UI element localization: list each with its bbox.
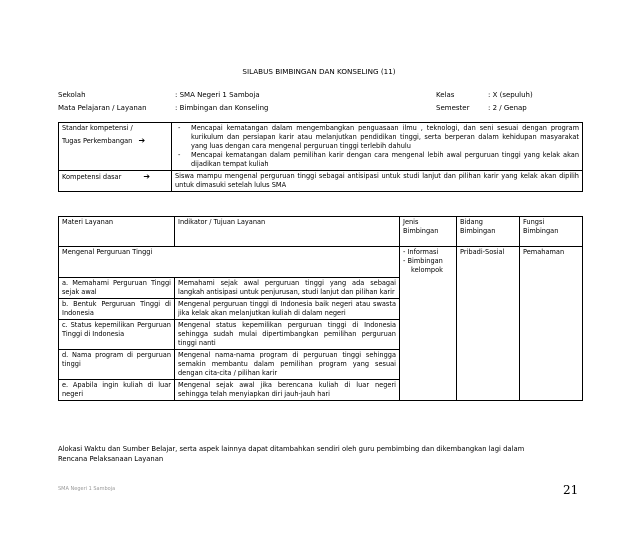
indikator-cell: Mengenal sejak awal jika berencana kuliah di luar negeri sehingga telah menyiapkan diri jauh-jauh hari — [175, 380, 400, 401]
mapel-label: Mata Pelajaran / Layanan — [58, 104, 147, 112]
footer-line1: Alokasi Waktu dan Sumber Belajar, serta aspek lainnya dapat ditambahkan sendiri oleh guru pembimbing dan dikembangkan lagi dalam — [58, 445, 525, 453]
kompetensi-label: Kompetensi dasar — [62, 173, 122, 181]
bidang-cell: Pribadi-Sosial — [457, 247, 520, 401]
standar-row — [59, 123, 583, 171]
standar-item — [178, 124, 579, 151]
header-fungsi — [520, 217, 583, 247]
header-jenis-line2: Bimbingan — [403, 227, 439, 235]
materi-cell: d. Nama program di perguruan tinggi — [59, 350, 175, 380]
header-bidang-line1: Bidang — [460, 218, 483, 226]
standar-label-line2-wrap — [62, 136, 168, 146]
footer-line2: Rencana Pelaksanaan Layanan — [58, 455, 164, 463]
header-jenis-line1: Jenis — [403, 218, 419, 226]
header-indikator: Indikator / Tujuan Layanan — [175, 217, 400, 247]
semester-label: Semester — [436, 104, 470, 112]
jenis-cell — [400, 247, 457, 401]
indikator-cell: Memahami sejak awal perguruan tinggi yang ada sebagai langkah antisipasi untuk penjurusan, studi lanjut dan pilihan karir — [175, 278, 400, 299]
dash-marker: - — [178, 151, 181, 159]
header-bidang-line2: Bimbingan — [460, 227, 496, 235]
standar-label-line1: Standar kompetensi / — [62, 124, 133, 132]
fungsi-cell: Pemahaman — [520, 247, 583, 401]
jenis-line: - Bimbingan — [403, 257, 443, 265]
kelas-value: : X (sepuluh) — [488, 91, 533, 99]
arrow-right-icon: ➔ — [138, 136, 146, 145]
header-materi: Materi Layanan — [59, 217, 175, 247]
standar-items-cell — [172, 123, 583, 171]
header-bidang — [457, 217, 520, 247]
kompetensi-text: Siswa mampu mengenal perguruan tinggi sebagai antisipasi untuk studi lanjut dan pilihan karir yang kelak akan dipilih untuk dimasuki setelah lulus SMA — [172, 171, 583, 192]
kelas-label: Kelas — [436, 91, 455, 99]
sekolah-value: : SMA Negeri 1 Samboja — [175, 91, 260, 99]
watermark: SMA Negeri 1 Samboja — [58, 486, 116, 492]
jenis-line: - Informasi — [403, 248, 439, 256]
standar-item — [178, 151, 579, 169]
page-number: 21 — [563, 483, 579, 497]
standar-label-cell — [59, 123, 172, 171]
materi-cell: e. Apabila ingin kuliah di luar negeri — [59, 380, 175, 401]
footer-note — [58, 444, 583, 464]
arrow-right-icon: ➔ — [143, 172, 151, 181]
jenis-line: kelompok — [411, 266, 443, 274]
header-fungsi-line2: Bimbingan — [523, 227, 559, 235]
standar-label-line2: Tugas Perkembangan — [62, 137, 133, 145]
standar-item-text: Mencapai kematangan dalam pemilihan karir dengan cara mengenal lebih awal perguruan tinggi yang kelak akan dijadikan tempat kuliah — [191, 151, 579, 168]
materi-cell: a. Memahami Perguruan Tinggi sejak awal — [59, 278, 175, 299]
indikator-cell: Mengenal perguruan tinggi di Indonesia baik negeri atau swasta jika kelak akan melanjutkan kuliah di dalam negeri — [175, 299, 400, 320]
standar-item-text: Mencapai kematangan dalam mengembangkan penguasaan ilmu , teknologi, dan seni sesuai dengan program kurikulum dan persiapan karir atau melanjutkan pendidikan tinggi, serta berperan dalam kehidupan masyarakat yang luas dengan cara mengenal perguruan tinggi terlebih dahulu — [191, 124, 579, 150]
materi-table — [58, 216, 583, 401]
kompetensi-label-cell — [59, 171, 172, 192]
page-title: SILABUS BIMBINGAN DAN KONSELING (11) — [242, 67, 396, 76]
indikator-cell: Mengenal status kepemilikan perguruan tinggi di Indonesia sehingga sudah mulai dipertimbangkan pemilihan perguruan tinggi nanti — [175, 320, 400, 350]
standar-kompetensi-table — [58, 122, 583, 192]
header-fungsi-line1: Fungsi — [523, 218, 545, 226]
materi-cell: b. Bentuk Perguruan Tinggi di Indonesia — [59, 299, 175, 320]
sekolah-label: Sekolah — [58, 91, 86, 99]
header-jenis — [400, 217, 457, 247]
table-header-row — [59, 217, 583, 247]
materi-cell: c. Status kepemilikan Perguruan Tinggi di Indonesia — [59, 320, 175, 350]
mapel-value: : Bimbingan dan Konseling — [175, 104, 269, 112]
indikator-cell: Mengenal nama-nama program di perguruan tinggi sehingga semakin membantu dalam pemilihan program yang sesuai dengan cita-cita / pilihan karir — [175, 350, 400, 380]
topic-cell: Mengenal Perguruan Tinggi — [59, 247, 400, 278]
semester-value: : 2 / Genap — [488, 104, 527, 112]
dash-marker: - — [178, 124, 181, 132]
kompetensi-row — [59, 171, 583, 192]
standar-list — [178, 124, 579, 169]
topic-row — [59, 247, 583, 278]
